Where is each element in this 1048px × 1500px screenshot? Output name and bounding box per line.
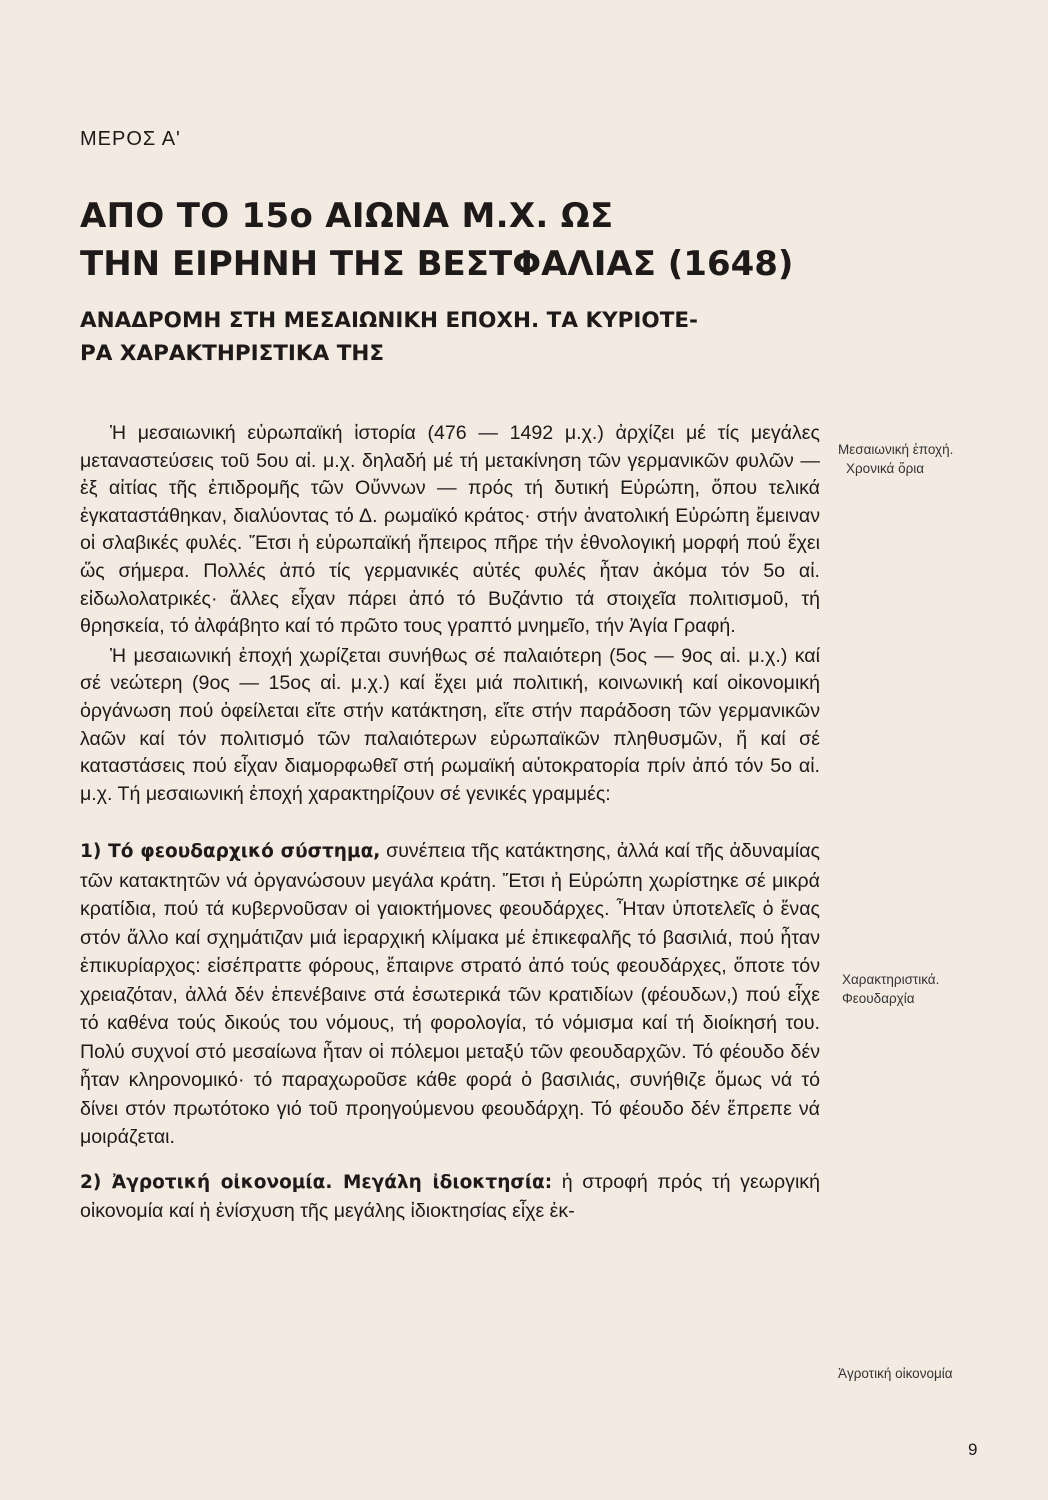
margin-note-period-line1: Μεσαιωνική ἐποχή. bbox=[838, 442, 954, 457]
paragraph-2: Ἡ μεσαιωνική ἐποχή χωρίζεται συνήθως σέ παλαιότερη (5ος — 9ος αἰ. μ.χ.) καί σέ νεώτερη (9ος — 15ος αἰ. μ.χ.) καί ἔχει μιά πολιτική, κοινωνική καί οἰκονομική ὀργάνωση πού ὀφείλεται εἴτε στήν κατάκτηση, εἴτε στήν παράδοση τῶν γερμανικῶν λαῶν καί τόν πολιτισμό τῶν παλαιότερων εὐρωπαϊκῶν πληθυσμῶν, ἤ καί σέ καταστάσεις πού εἶχαν διαμορφωθεῖ στή ρωμαϊκή αὐτοκρατορία πρίν ἀπό τόν 5ο αἰ. μ.χ. Τή μεσαιωνική ἐποχή χαρακτηρίζουν σέ γενικές γραμμές: bbox=[80, 644, 820, 805]
page-number: 9 bbox=[968, 1440, 978, 1459]
margin-note-feudalism-line1: Χαρακτηριστικά. bbox=[842, 972, 940, 987]
margin-note-feudalism-line2: Φεουδαρχία bbox=[842, 991, 915, 1006]
chapter-title bbox=[80, 192, 793, 288]
part-label: ΜΕΡΟΣ Α' bbox=[80, 128, 181, 150]
item-agrarian-economy-text: ἡ στροφή πρός τή γεωργική οἰκονομία καί ἡ ἐνίσχυση τῆς μεγάλης ἰδιοκτησίας εἶχε ἐκ- bbox=[80, 1170, 820, 1223]
item-agrarian-economy-label: 2) Ἀγροτική οἰκονομία. Μεγάλη ἰδιοκτησία: bbox=[80, 1171, 553, 1193]
margin-note-period bbox=[838, 440, 1028, 478]
main-text bbox=[80, 420, 820, 1226]
item-feudal-system-label: 1) Τό φεουδαρχικό σύστημα, bbox=[80, 841, 381, 863]
chapter-title-line1: ΑΠΟ ΤΟ 15ο ΑΙΩΝΑ Μ.Χ. ΩΣ bbox=[80, 196, 614, 236]
item-agrarian-economy bbox=[80, 1168, 820, 1226]
margin-note-feudalism bbox=[838, 970, 1028, 1008]
section-heading-line1: ΑΝΑΔΡΟΜΗ ΣΤΗ ΜΕΣΑΙΩΝΙΚΗ ΕΠΟΧΗ. ΤΑ ΚΥΡΙΟΤΕ- bbox=[80, 308, 698, 333]
section-heading-line2: ΡΑ ΧΑΡΑΚΤΗΡΙΣΤΙΚΑ ΤΗΣ bbox=[80, 341, 385, 366]
margin-note-period-line2: Χρονικά ὅρια bbox=[846, 461, 925, 476]
section-heading bbox=[80, 304, 820, 370]
margin-note-agrarian bbox=[838, 1364, 1028, 1383]
chapter-title-line2: ΤΗΝ ΕΙΡΗΝΗ ΤΗΣ ΒΕΣΤΦΑΛΙΑΣ (1648) bbox=[80, 244, 794, 284]
item-feudal-system bbox=[80, 837, 820, 1152]
item-feudal-system-text: συνέπεια τῆς κατάκτησης, ἀλλά καί τῆς ἀδυναμίας τῶν κατακτητῶν νά ὀργανώσουν μεγάλα κράτη. Ἔτσι ἡ Εὐρώπη χωρίστηκε σέ μικρά κρατίδια, πού τά κυβερνοῦσαν οἱ γαιοκτήμονες φεουδάρχες. Ἦταν ὑποτελεῖς ὁ ἕνας στόν ἄλλο καί σχημάτιζαν μιά ἱεραρχική κλίμακα μέ ἐπικεφαλῆς τό βασιλιά, πού ἦταν ἐπικυρίαρχος: εἰσέπραττε φόρους, ἔπαιρνε στρατό ἀπό τούς φεουδάρχες, ὅποτε τόν χρειαζόταν, ἀλλά δέν ἐπενέβαινε στά ἐσωτερικά τῶν κρατιδίων (φέουδων,) πού εἶχε τό καθένα τούς δικούς του νόμους, τή φορολογία, τό νόμισμα καί τή διοίκησή του. Πολύ συχνοί στό μεσαίωνα ἦταν οἱ πόλεμοι μεταξύ τῶν φεουδαρχῶν. Τό φέουδο δέν ἦταν κληρονομικό· τό παραχωροῦσε κάθε φορά ὁ βασιλιάς, συνήθιζε ὅμως νά τό δίνει στόν πρωτότοκο γιό τοῦ προηγούμενου φεουδάρχη. Τό φέουδο δέν ἔπρεπε νά μοιράζεται. bbox=[80, 840, 821, 1149]
paragraph-1: Ἡ μεσαιωνική εὐρωπαϊκή ἱστορία (476 — 1492 μ.χ.) ἀρχίζει μέ τίς μεγάλες μεταναστεύσεις τοῦ 5ου αἰ. μ.χ. δηλαδή μέ τή μετακίνηση τῶν γερμανικῶν φυλῶν — ἐξ αἰτίας τῆς ἐπιδρομῆς τῶν Οὔννων — πρός τή δυτική Εὐρώπη, ὅπου τελικά ἐγκαταστάθηκαν, διαλύοντας τό Δ. ρωμαϊκό κράτος· στήν ἀνατολική Εὐρώπη ἔμειναν οἱ σλαβικές φυλές. Ἔτσι ἡ εὐρωπαϊκή ἤπειρος πῆρε τήν ἐθνολογική μορφή πού ἔχει ὥς σήμερα. Πολλές ἀπό τίς γερμανικές αὐτές φυλές ἦταν ἀκόμα τόν 5ο αἰ. εἰδωλολατρικές· ἄλλες εἶχαν πάρει ἀπό τό Βυζάντιο τά στοιχεῖα πολιτισμοῦ, τή θρησκεία, τό ἀλφάβητο καί τό πρῶτο τους γραπτό μνημεῖο, τήν Ἁγία Γραφή. bbox=[80, 422, 820, 638]
margin-note-agrarian-line1: Ἀγροτική οἰκονομία bbox=[838, 1366, 953, 1381]
